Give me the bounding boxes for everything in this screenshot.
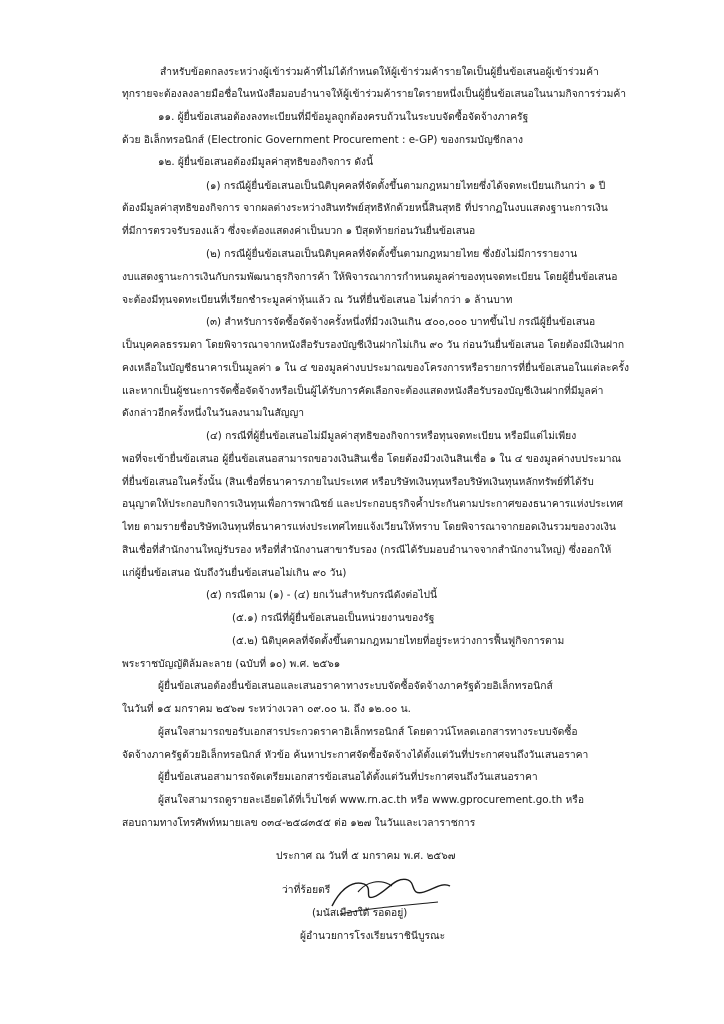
text-line: (๕.๒) นิติบุคคลที่จัดตั้งขึ้นตามกฎหมายไทยที่อยู่ระหว่างการฟื้นฟูกิจการตาม: [232, 635, 565, 647]
text-line: ที่มีการตรวจรับรองแล้ว ซึ่งจะต้องแสดงค่าเป็นบวก ๑ ปีสุดท้ายก่อนวันยื่นข้อเสนอ: [122, 225, 476, 237]
text-line: (๕) กรณีตาม (๑) - (๔) ยกเว้นสำหรับกรณีดังต่อไปนี้: [206, 589, 438, 601]
text-line: ดังกล่าวอีกครั้งหนึ่งในวันลงนามในสัญญา: [122, 407, 305, 419]
text-line: จะต้องมีทุนจดทะเบียนที่เรียกชำระมูลค่าหุ้นแล้ว ณ วันที่ยื่นข้อเสนอ ไม่ต่ำกว่า ๑ ล้านบาท: [122, 294, 513, 306]
submission-date-line: ในวันที่ ๑๕ มกราคม ๒๕๖๗ ระหว่างเวลา ๐๙.๐๐ น. ถึง ๑๒.๐๐ น.: [122, 703, 411, 715]
text-line: ไทย ตามรายชื่อบริษัทเงินทุนที่ธนาคารแห่งประเทศไทยแจ้งเวียนให้ทราบ โดยพิจารณาจากยอดเงินรวมของวงเงิน: [122, 521, 616, 533]
text-line: (๒) กรณีผู้ยื่นข้อเสนอเป็นนิติบุคคลที่จัดตั้งขึ้นตามกฎหมายไทย ซึ่งยังไม่มีการรายงาน: [206, 248, 578, 260]
phone-line: สอบถามทางโทรศัพท์หมายเลข ๐๓๔-๒๕๘๓๕๕ ต่อ ๑๒๗ ในวันและเวลาราชการ: [122, 817, 476, 829]
text-line: สินเชื่อที่สำนักงานใหญ่รับรอง หรือที่สำนักงานสาขารับรอง (กรณีได้รับมอบอำนาจจากสำนักงานใหญ่) ซึ่งออกให้: [122, 544, 612, 556]
text-line: (๑) กรณีผู้ยื่นข้อเสนอเป็นนิติบุคคลที่จัดตั้งขึ้นตามกฎหมายไทยซึ่งได้จดทะเบียนเกินกว่า ๑ ปี: [206, 180, 606, 192]
text-line: ต้องมีมูลค่าสุทธิของกิจการ จากผลต่างระหว่างสินทรัพย์สุทธิหักด้วยหนี้สินสุทธิ ที่ปรากฏในงบแสดงฐานะการเงิน: [122, 202, 608, 214]
text-line: (๓) สำหรับการจัดซื้อจัดจ้างครั้งหนึ่งที่มีวงเงินเกิน ๕๐๐,๐๐๐ บาทขึ้นไป กรณีผู้ยื่นข้อเสนอ: [206, 316, 596, 328]
text-line: ผู้ยื่นข้อเสนอสามารถจัดเตรียมเอกสารข้อเสนอได้ตั้งแต่วันที่ประกาศจนถึงวันเสนอราคา: [158, 771, 538, 783]
signer-position: ผู้อำนวยการโรงเรียนราชินีบูรณะ: [300, 930, 446, 942]
signer-rank: ว่าที่ร้อยตรี: [282, 884, 331, 896]
text-line: พระราชบัญญัติล้มละลาย (ฉบับที่ ๑๐) พ.ศ. ๒๕๖๑: [122, 658, 341, 670]
clause-12-heading: ๑๒. ผู้ยื่นข้อเสนอต้องมีมูลค่าสุทธิของกิจการ ดังนี้: [158, 156, 374, 168]
text-line: (๔) กรณีที่ผู้ยื่นข้อเสนอไม่มีมูลค่าสุทธิของกิจการหรือทุนจดทะเบียน หรือมีแต่ไม่เพียง: [206, 430, 577, 442]
text-line: และหากเป็นผู้ชนะการจัดซื้อจัดจ้างหรือเป็นผู้ได้รับการคัดเลือกจะต้องแสดงหนังสือรับรองบัญชีเงินฝากที่มีมูลค่า: [122, 385, 604, 397]
text-line: ผู้สนใจสามารถขอรับเอกสารประกวดราคาอิเล็กทรอนิกส์ โดยดาวน์โหลดเอกสารทางระบบจัดซื้อ: [158, 726, 578, 738]
text-line: (๕.๑) กรณีที่ผู้ยื่นข้อเสนอเป็นหน่วยงานของรัฐ: [232, 612, 435, 624]
text-line: สำหรับข้อตกลงระหว่างผู้เข้าร่วมค้าที่ไม่ได้กำหนดให้ผู้เข้าร่วมค้ารายใดเป็นผู้ยื่นข้อเสนอผู้เข้าร่วมค้า: [160, 66, 599, 78]
text-line: พอที่จะเข้ายื่นข้อเสนอ ผู้ยื่นข้อเสนอสามารถขอวงเงินสินเชื่อ โดยต้องมีวงเงินสินเชื่อ ๑ ใน ๔ ของมูลค่างบประมาณ: [122, 453, 622, 465]
text-line: งบแสดงฐานะการเงินกับกรมพัฒนาธุรกิจการค้า ให้พิจารณาการกำหนดมูลค่าของทุนจดทะเบียน โดยผู้ยื่นข้อเสนอ: [122, 271, 618, 283]
website-line: ผู้สนใจสามารถดูรายละเอียดได้ที่เว็บไซต์ www.rn.ac.th หรือ www.gprocurement.go.th หรือ: [158, 794, 585, 806]
text-line: จัดจ้างภาครัฐด้วยอิเล็กทรอนิกส์ หัวข้อ ค้นหาประกาศจัดซื้อจัดจ้างได้ตั้งแต่วันที่ประกาศจนถึงวันเสนอราคา: [122, 749, 589, 761]
text-line: อนุญาตให้ประกอบกิจการเงินทุนเพื่อการพาณิชย์ และประกอบธุรกิจค้ำประกันตามประกาศของธนาคารแห่งประเทศ: [122, 498, 624, 510]
text-line: แก่ผู้ยื่นข้อเสนอ นับถึงวันยื่นข้อเสนอไม่เกิน ๙๐ วัน): [122, 567, 347, 579]
announce-date: ประกาศ ณ วันที่ ๕ มกราคม พ.ศ. ๒๕๖๗: [276, 850, 456, 862]
text-line: ทุกรายจะต้องลงลายมือชื่อในหนังสือมอบอำนาจให้ผู้เข้าร่วมค้ารายใดรายหนึ่งเป็นผู้ยื่นข้อเสนอในนามกิจการร่วมค้า: [122, 88, 627, 100]
signer-name: (มนัสเมืองใต้ รอดอยู่): [312, 907, 408, 919]
clause-11-heading: ๑๑. ผู้ยื่นข้อเสนอต้องลงทะเบียนที่มีข้อมูลถูกต้องครบถ้วนในระบบจัดซื้อจัดจ้างภาครัฐ: [158, 111, 529, 123]
text-line: เป็นบุคคลธรรมดา โดยพิจารณาจากหนังสือรับรองบัญชีเงินฝากไม่เกิน ๙๐ วัน ก่อนวันยื่นข้อเสนอ โดยต้องมีเงินฝาก: [122, 339, 625, 351]
text-line: ที่ยื่นข้อเสนอในครั้งนั้น (สินเชื่อที่ธนาคารภายในประเทศ หรือบริษัทเงินทุนหรือบริษัทเงินทุนหลักทรัพย์ที่ได้รับ: [122, 476, 594, 488]
text-line: ด้วย อิเล็กทรอนิกส์ (Electronic Government Procurement : e-GP) ของกรมบัญชีกลาง: [122, 134, 524, 146]
text-line: ผู้ยื่นข้อเสนอต้องยื่นข้อเสนอและเสนอราคาทางระบบจัดซื้อจัดจ้างภาครัฐด้วยอิเล็กทรอนิกส์: [158, 680, 553, 692]
text-line: คงเหลือในบัญชีธนาคารเป็นมูลค่า ๑ ใน ๔ ของมูลค่างบประมาณของโครงการหรือรายการที่ยื่นข้อเสนอในแต่ละครั้ง: [122, 362, 629, 374]
